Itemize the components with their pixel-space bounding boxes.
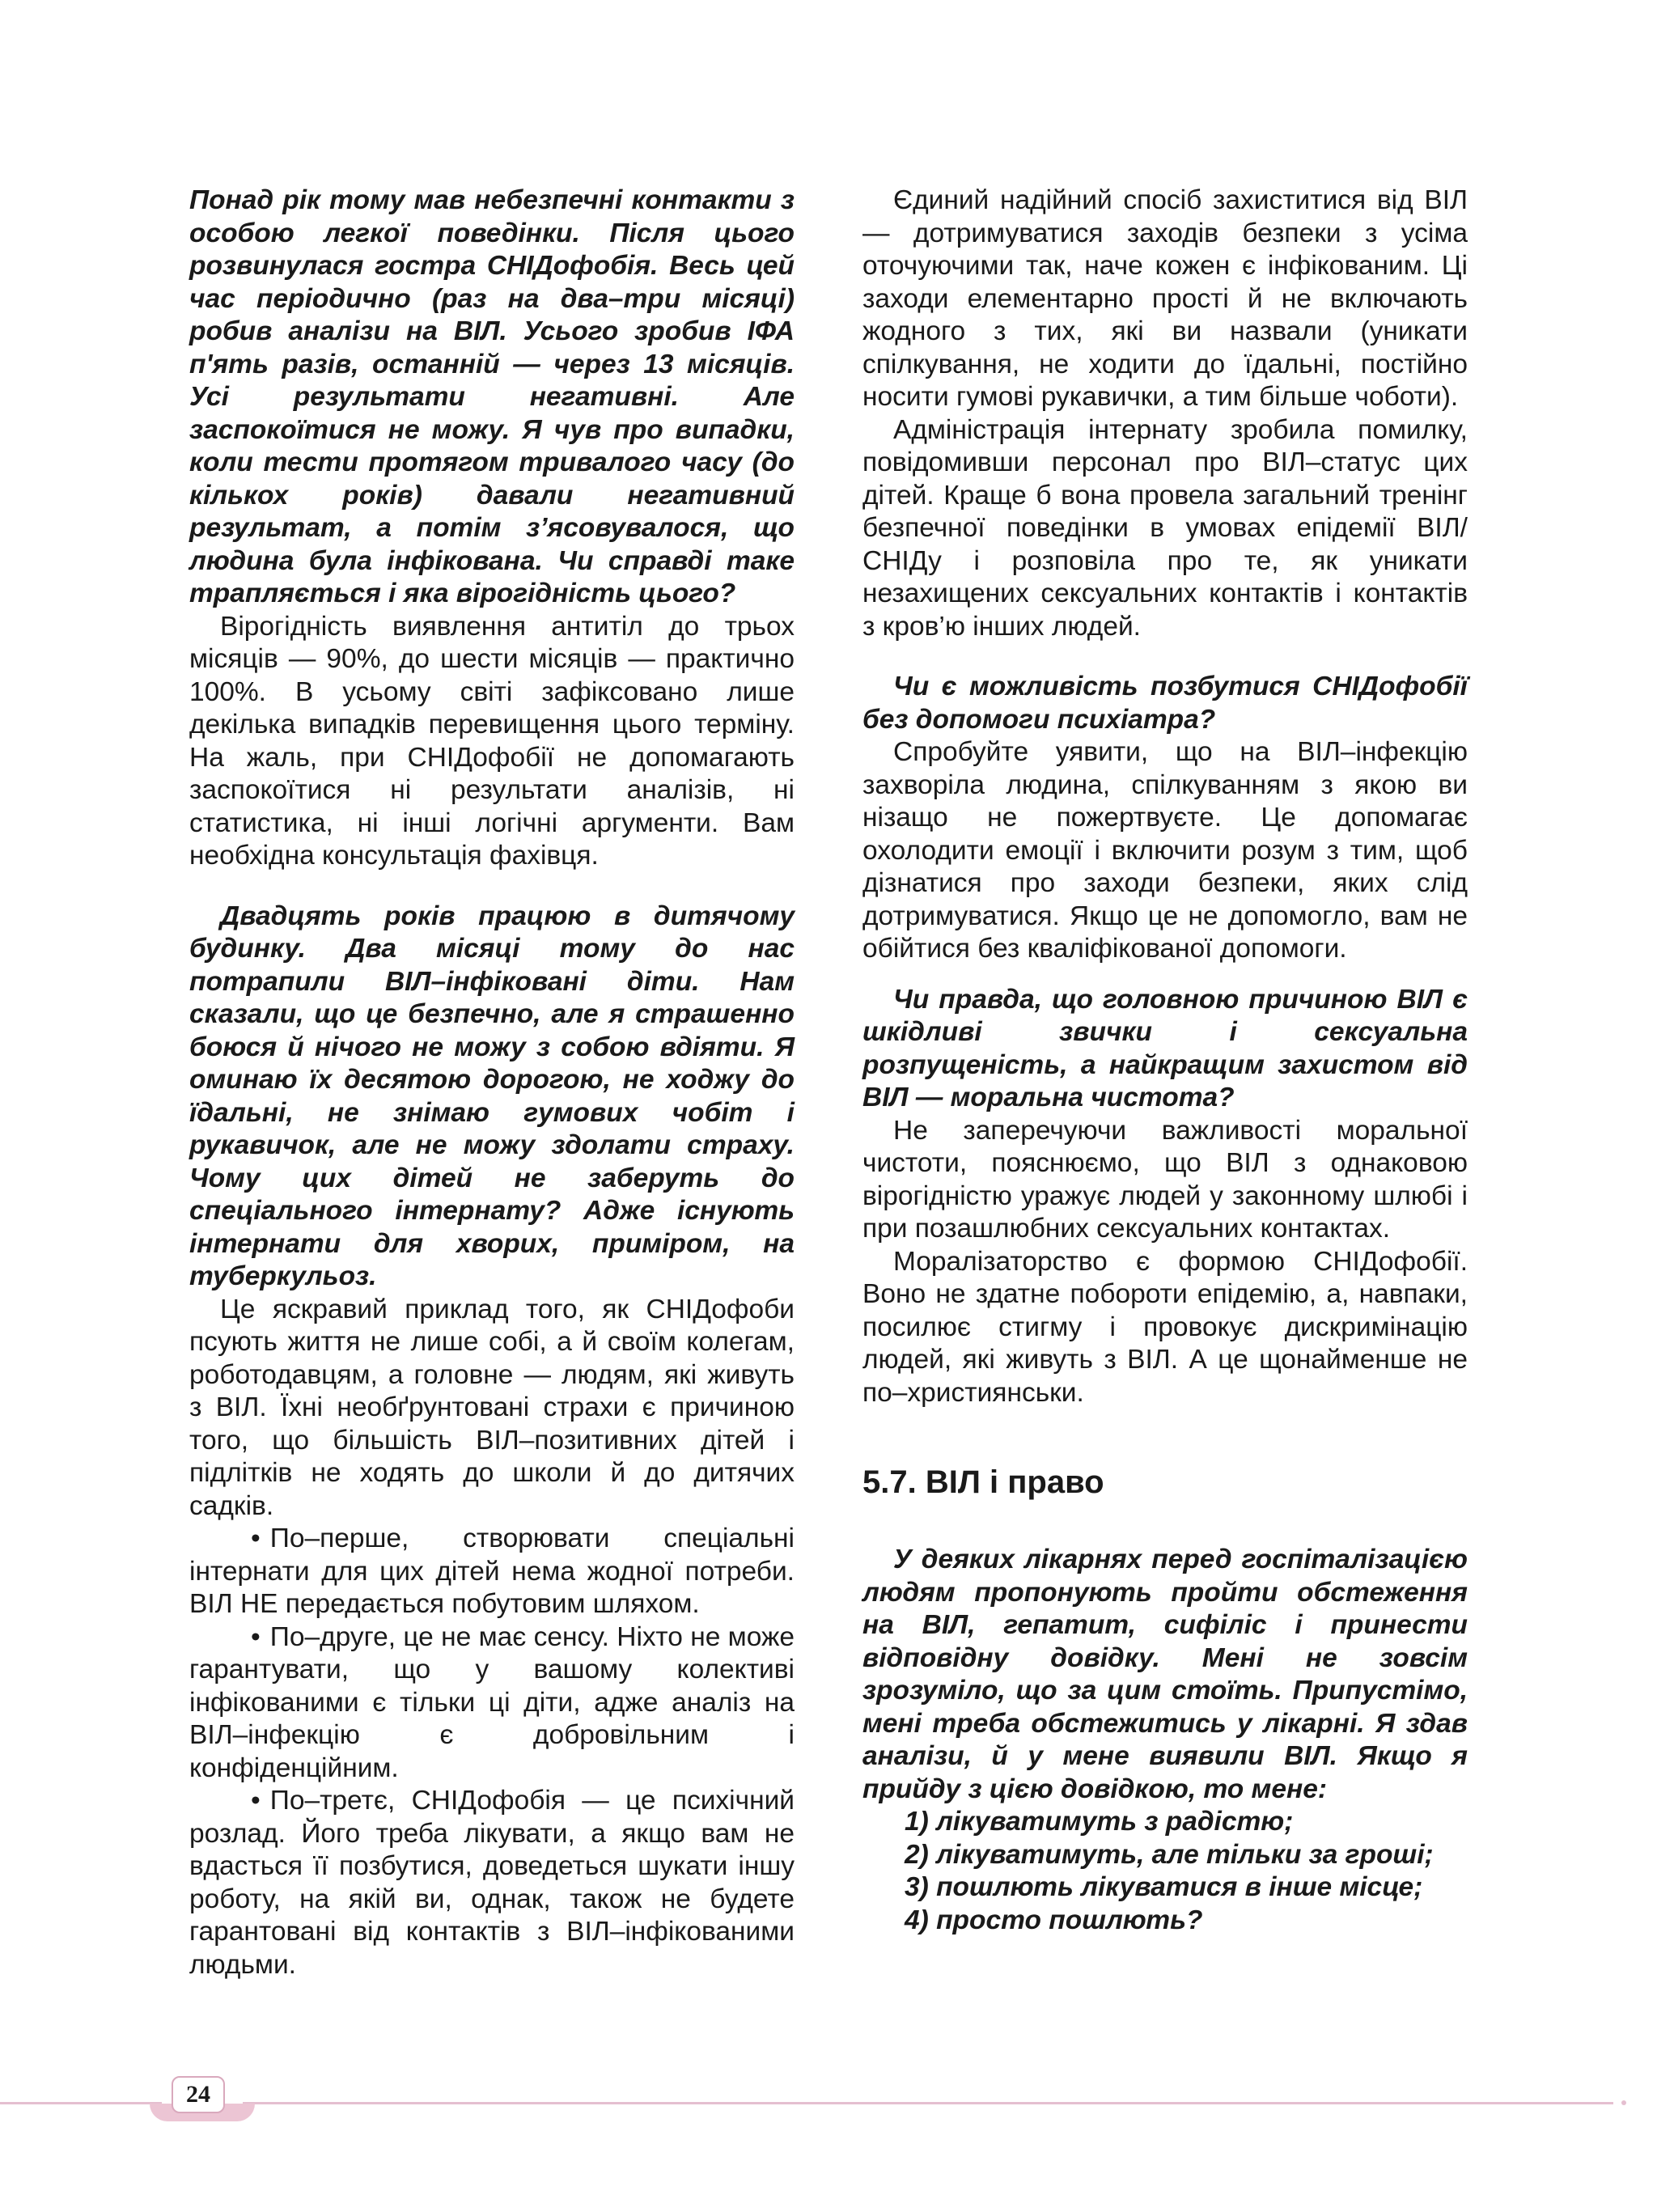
bullet-text-1: По–перше, створювати спеціальні інтернати для цих дітей нема жодної потреби. ВІЛ НЕ передається побутовим шляхом. [189,1523,795,1619]
question-2: Двадцять років працюю в дитячому будинку. Два місяці тому до нас потрапили ВІЛ–інфіковані діти. Нам сказали, що це безпечно, але я страшенно боюся й нічого не можу з собою вдіяти. Я оминаю їх десятою дорогою, не ходжу до їдальні, не знімаю гумових чобіт і рукавичок, але не можу здолати страху. Чому цих дітей не заберуть до спеціального інтернату? Адже існують інтернати для хворих, приміром, на туберкульоз. [189,900,795,1291]
section-heading: 5.7. ВІЛ і право [862,1464,1104,1500]
question-4: Чи правда, що головною причиною ВІЛ є шкідливі звички і сексуальна розпущеність, а найкращим захистом від ВІЛ — моральна чистота? [862,984,1468,1112]
footer-rule-left [0,2102,162,2104]
bullet-text-2: По–друге, це не має сенсу. Ніхто не може гарантувати, що у вашому колективі інфікованими є тільки ці діти, адже аналіз на ВІЛ–інфекцію є добровільним і конфіденційним. [189,1621,795,1783]
answer-2-continued-1: Єдиний надійний спосіб захиститися від ВІЛ — дотримуватися заходів безпеки з усіма оточуючими так, наче кожен є інфікованим. Ці заходи елементарно прості й не включають жодного з тих, які ви назвали (уникати спілкування, не ходити до їдальні, постійно носити гумові рукавички, а тим більше чоботи). [862,185,1468,412]
answer-2-continued-2: Адміністрація інтернату зробила помилку, повідомивши персонал про ВІЛ–статус цих дітей. Краще б вона провела загальний тренінг безпечної поведінки в умовах епідемії ВІЛ/СНІДу і розповіла про те, як уникати незахищених сексуальних контактів і контактів з кров’ю інших людей. [862,414,1468,642]
bullet-item-1 [189,1523,795,1621]
bullet-icon: • [251,1786,261,1816]
right-column [862,184,1468,1937]
answer-4-part-1: Не заперечуючи важливості моральної чистоти, пояснюємо, що ВІЛ з однаковою вірогідністю уражує людей у законному шлюбі і при позашлюбних сексуальних контактах. [862,1115,1468,1244]
option-4: 4) просто пошлють? [905,1905,1203,1935]
bullet-icon: • [251,1523,261,1553]
answer-2: Це яскравий приклад того, як СНІДофоби псують життя не лише собі, а й своїм колегам, роботодавцям, а головне — людям, які живуть з ВІЛ. Їхні необґрунтовані страхи є причиною того, що більшість ВІЛ–позитивних дітей і підлітків не ходять до школи й до дитячих садків. [189,1294,795,1521]
answer-1: Вірогідність виявлення антитіл до трьох місяців — 90%, до шести місяців — практично 100%. В усьому світі зафіксовано лише декілька випадків перевищення цього терміну. На жаль, при СНІДофобії не допомагають заспокоїтися ні результати аналізів, ні статистика, ні інші логічні аргументи. Вам необхідна консультація фахівця. [189,611,795,871]
question-1: Понад рік тому мав небезпечні контакти з особою легкої поведінки. Після цього розвинулася гостра СНІДофобія. Весь цей час періодично (раз на два–три місяці) робив аналізи на ВІЛ. Усього зробив ІФА п'ять разів, останній — через 13 місяців. Усі результати негативні. Але заспокоїтися не можу. Я чув про випадки, коли тести протягом тривалого часу (до кількох років) давали негативний результат, а потім з’ясовувалося, що людина була інфікована. Чи справді таке трапляється і яка вірогідність цього? [189,185,795,608]
page-number: 24 [172,2076,225,2113]
bullet-icon: • [251,1621,261,1652]
option-1: 1) лікуватимуть з радістю; [905,1807,1294,1837]
question-3: Чи є можливість позбутися СНІДофобії без допомоги психіатра? [862,672,1468,735]
bullet-text-3: По–третє, СНІДофобія — це психічний розлад. Його треба лікувати, а якщо вам не вдасться її позбутися, доведеться шукати іншу роботу, на якій ви, однак, також не будете гарантовані від контактів з ВІЛ–інфікованими людьми. [189,1786,795,1980]
footer-rule-right [243,2102,1613,2104]
option-3: 3) пошлють лікуватися в інше місце; [905,1872,1423,1902]
question-5: У деяких лікарнях перед госпіталізацією людям пропонують пройти обстеження на ВІЛ, гепатит, сифіліс і принести відповідну довідку. Мені не зовсім зрозуміло, що за цим стоїть. Припустімо, мені треба обстежитись у лікарні. Я здав аналізи, й у мене виявили ВІЛ. Якщо я прийду з цією довідкою, то мене: [862,1545,1468,1804]
bullet-item-3 [189,1785,795,1981]
option-2: 2) лікуватимуть, але тільки за гроші; [905,1839,1434,1870]
answer-4-part-2: Моралізаторство є формою СНІДофобії. Воно не здатне побороти епідемію, а, навпаки, посилює стигму і провокує дискримінацію людей, які живуть з ВІЛ. А це щонайменше не по–християнськи. [862,1246,1468,1408]
footer-dot-decoration [1621,2100,1626,2105]
answer-3: Спробуйте уявити, що на ВІЛ–інфекцію захворіла людина, спілкуванням з якою ви нізащо не пожертвуєте. Це допомагає охолодити емоції і включити розум з тим, щоб дізнатися про заходи безпеки, яких слід дотримуватися. Якщо це не допомогло, вам не обійтися без кваліфікованої допомоги. [862,737,1468,964]
left-column [189,184,795,1981]
bullet-item-2 [189,1621,795,1786]
